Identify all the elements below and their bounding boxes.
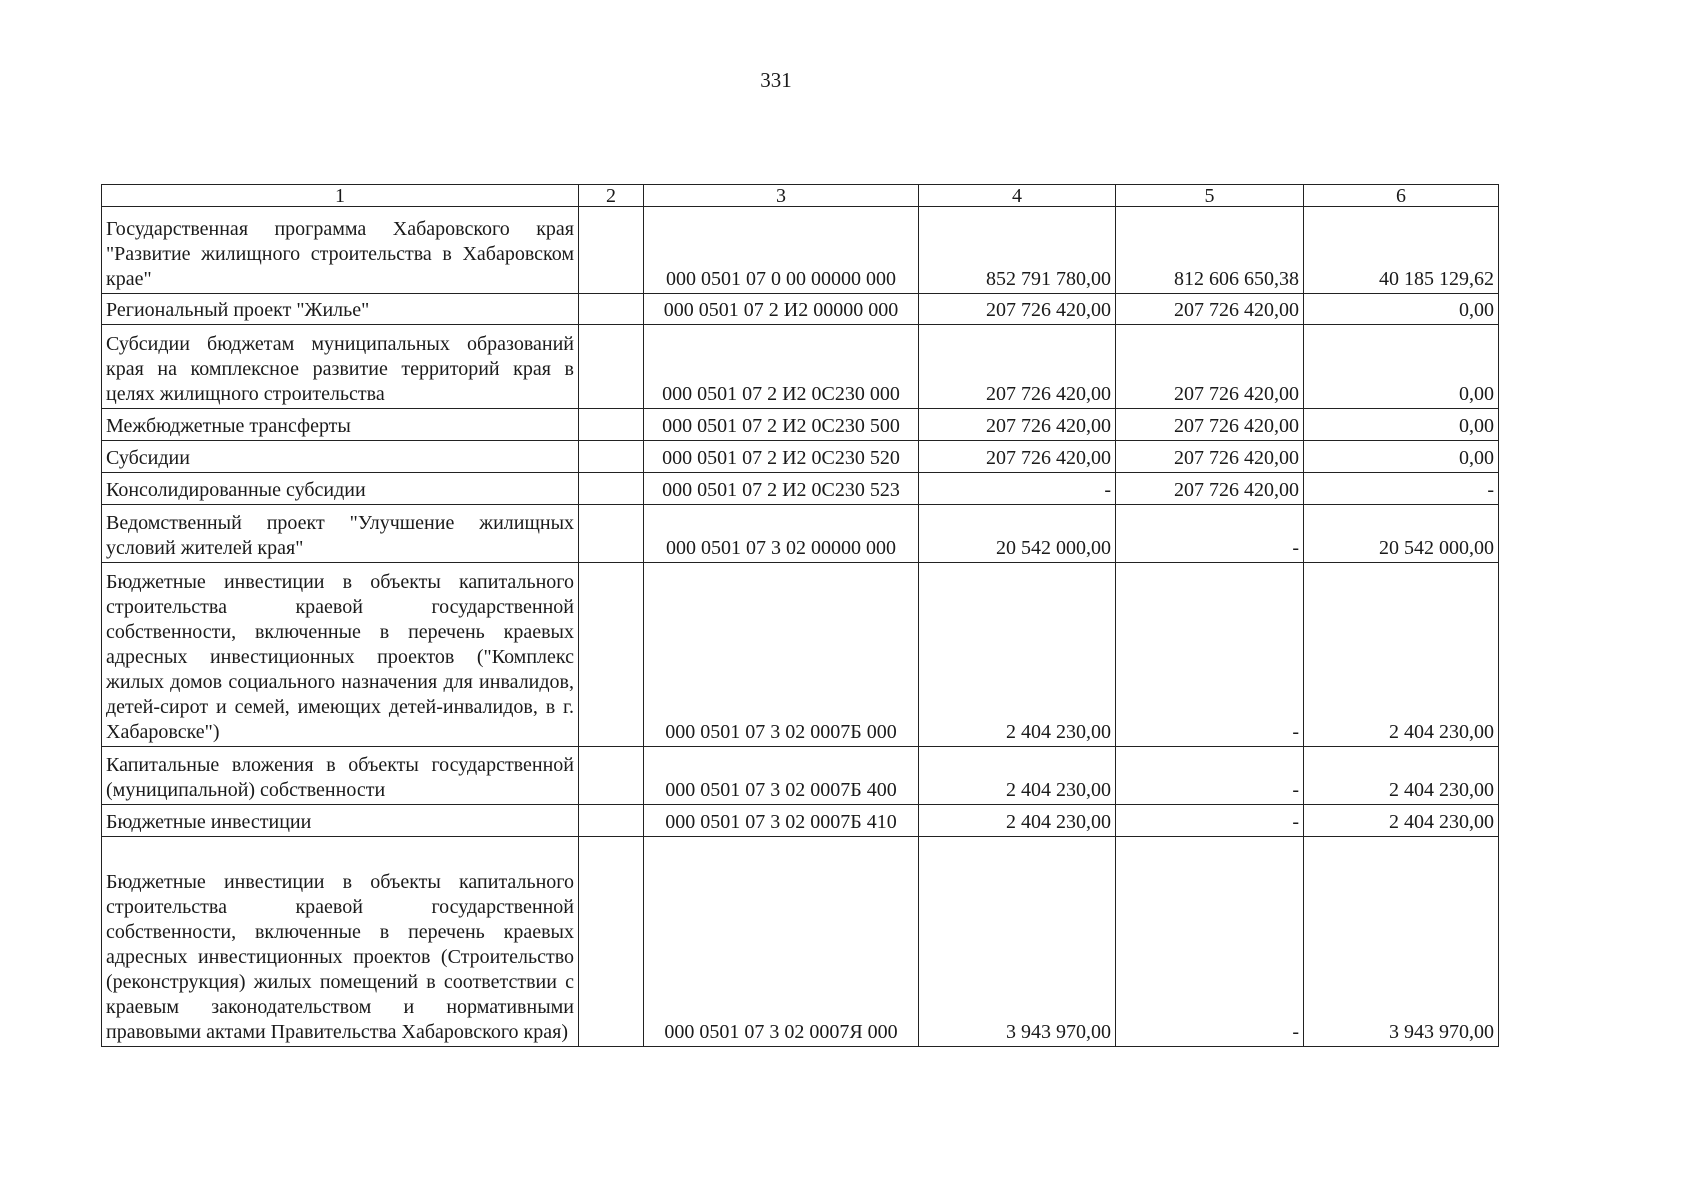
- row-value-6: 40 185 129,62: [1304, 207, 1499, 294]
- row-value-4: 2 404 230,00: [919, 805, 1116, 837]
- row-col2: [579, 409, 644, 441]
- row-code: 000 0501 07 0 00 00000 000: [644, 207, 919, 294]
- row-code: 000 0501 07 2 И2 0С230 523: [644, 473, 919, 505]
- row-code: 000 0501 07 3 02 00000 000: [644, 505, 919, 563]
- row-col2: [579, 473, 644, 505]
- row-value-5: 207 726 420,00: [1116, 294, 1304, 325]
- row-value-6: 2 404 230,00: [1304, 805, 1499, 837]
- row-name: Субсидии бюджетам муниципальных образований края на комплексное развитие территорий края в целях жилищного строительства: [102, 325, 579, 409]
- row-value-4: 2 404 230,00: [919, 563, 1116, 747]
- table-row: [102, 505, 1499, 563]
- row-code: 000 0501 07 3 02 0007Б 410: [644, 805, 919, 837]
- row-value-6: 3 943 970,00: [1304, 837, 1499, 1047]
- row-col2: [579, 294, 644, 325]
- row-name: Государственная программа Хабаровского края "Развитие жилищного строительства в Хабаровском крае": [102, 207, 579, 294]
- row-col2: [579, 805, 644, 837]
- row-value-5: -: [1116, 505, 1304, 563]
- page-number: 331: [760, 68, 792, 92]
- row-value-4: 207 726 420,00: [919, 409, 1116, 441]
- row-name: Ведомственный проект "Улучшение жилищных условий жителей края": [102, 505, 579, 563]
- row-value-5: 207 726 420,00: [1116, 409, 1304, 441]
- row-code: 000 0501 07 2 И2 00000 000: [644, 294, 919, 325]
- row-code: 000 0501 07 2 И2 0С230 500: [644, 409, 919, 441]
- row-code: 000 0501 07 2 И2 0С230 000: [644, 325, 919, 409]
- row-col2: [579, 207, 644, 294]
- row-value-4: 20 542 000,00: [919, 505, 1116, 563]
- column-header-1: 1: [102, 185, 579, 207]
- row-name: Капитальные вложения в объекты государственной (муниципальной) собственности: [102, 747, 579, 805]
- row-value-6: 20 542 000,00: [1304, 505, 1499, 563]
- row-value-5: 207 726 420,00: [1116, 325, 1304, 409]
- table-row: [102, 805, 1499, 837]
- header-row: [102, 185, 1499, 207]
- row-name: Бюджетные инвестиции в объекты капитального строительства краевой государственной собственности, включенные в перечень краевых адресных инвестиционных проектов ("Комплекс жилых домов социального назначения для инвалидов, детей-сирот и семей, имеющих детей-инвалидов, в г. Хабаровске"): [102, 563, 579, 747]
- row-value-6: -: [1304, 473, 1499, 505]
- row-value-5: 207 726 420,00: [1116, 441, 1304, 473]
- row-value-6: 2 404 230,00: [1304, 563, 1499, 747]
- column-header-4: 4: [919, 185, 1116, 207]
- table-row: [102, 441, 1499, 473]
- row-col2: [579, 441, 644, 473]
- row-code: 000 0501 07 3 02 0007Б 000: [644, 563, 919, 747]
- row-value-5: 207 726 420,00: [1116, 473, 1304, 505]
- table-row: [102, 563, 1499, 747]
- row-value-4: 3 943 970,00: [919, 837, 1116, 1047]
- row-value-4: 207 726 420,00: [919, 325, 1116, 409]
- row-name: Бюджетные инвестиции: [102, 805, 579, 837]
- row-value-5: -: [1116, 837, 1304, 1047]
- budget-table: [101, 184, 1499, 1047]
- table-row: [102, 294, 1499, 325]
- row-name: Межбюджетные трансферты: [102, 409, 579, 441]
- row-value-4: -: [919, 473, 1116, 505]
- table-row: [102, 747, 1499, 805]
- row-value-6: 2 404 230,00: [1304, 747, 1499, 805]
- row-col2: [579, 325, 644, 409]
- row-code: 000 0501 07 2 И2 0С230 520: [644, 441, 919, 473]
- column-header-3: 3: [644, 185, 919, 207]
- row-col2: [579, 747, 644, 805]
- row-value-4: 207 726 420,00: [919, 294, 1116, 325]
- column-header-5: 5: [1116, 185, 1304, 207]
- column-header-6: 6: [1304, 185, 1499, 207]
- column-header-2: 2: [579, 185, 644, 207]
- row-value-4: 207 726 420,00: [919, 441, 1116, 473]
- row-col2: [579, 505, 644, 563]
- table-row: [102, 325, 1499, 409]
- table-row: [102, 473, 1499, 505]
- row-name: Региональный проект "Жилье": [102, 294, 579, 325]
- row-name: Субсидии: [102, 441, 579, 473]
- row-code: 000 0501 07 3 02 0007Б 400: [644, 747, 919, 805]
- row-value-6: 0,00: [1304, 325, 1499, 409]
- row-value-5: 812 606 650,38: [1116, 207, 1304, 294]
- row-value-5: -: [1116, 747, 1304, 805]
- row-value-6: 0,00: [1304, 441, 1499, 473]
- row-col2: [579, 837, 644, 1047]
- row-value-4: 852 791 780,00: [919, 207, 1116, 294]
- row-code: 000 0501 07 3 02 0007Я 000: [644, 837, 919, 1047]
- row-value-6: 0,00: [1304, 409, 1499, 441]
- row-value-5: -: [1116, 563, 1304, 747]
- row-value-6: 0,00: [1304, 294, 1499, 325]
- row-value-4: 2 404 230,00: [919, 747, 1116, 805]
- table-row: [102, 409, 1499, 441]
- table-row: [102, 837, 1499, 1047]
- table-row: [102, 207, 1499, 294]
- row-name: Бюджетные инвестиции в объекты капитального строительства краевой государственной собственности, включенные в перечень краевых адресных инвестиционных проектов (Строительство (реконструкция) жилых помещений в соответствии с краевым законодательством и нормативными правовыми актами Правительства Хабаровского края): [102, 837, 579, 1047]
- row-name: Консолидированные субсидии: [102, 473, 579, 505]
- row-col2: [579, 563, 644, 747]
- row-value-5: -: [1116, 805, 1304, 837]
